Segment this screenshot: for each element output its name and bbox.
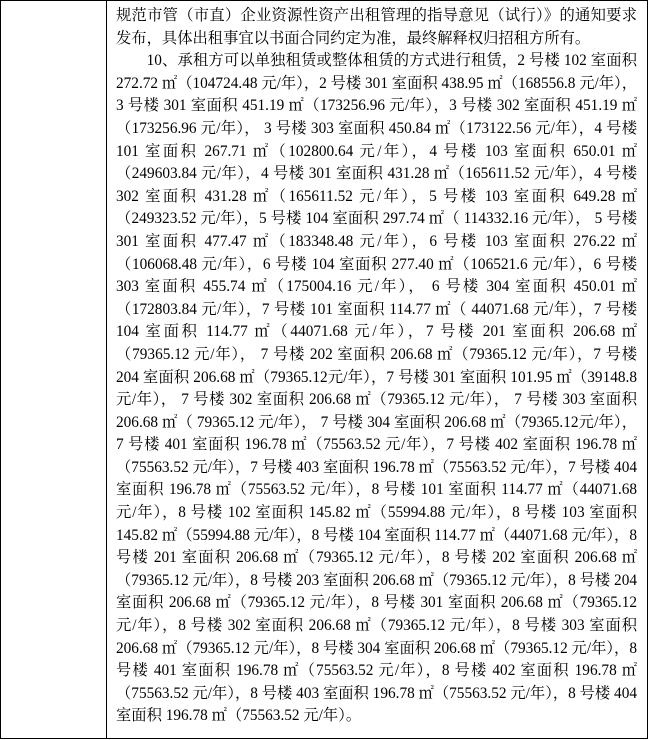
table-left-column	[1, 1, 107, 738]
table-content-column	[107, 1, 647, 738]
paragraph-continued: 规范市管（市直）企业资源性资产出租管理的指导意见（试行）》的通知要求发布，具体出租事宜以书面合同约定为准，最终解释权归招租方所有。	[116, 7, 637, 47]
paragraph-item-10: 10、承租方可以单独租赁或整体租赁的方式进行租赁，2 号楼 102 室面积 272.72 ㎡（104724.48 元/年），2 号楼 301 室面积 438.95 ㎡（168556.8 元/年），3 号楼 301 室面积 451.19 ㎡（173256.96 元/年），3 号楼 302 室面积 451.19 ㎡（173256.96 元/年）， 3 号楼 303 室面积 450.84 ㎡（173122.56 元/年），4 号楼 101 室面积 267.71 ㎡（102800.64 元/年），4 号楼 103 室面积 650.01 ㎡（249603.84 元/年），4 号楼 301 室面积 431.28 ㎡（165611.52 元/年），4 号楼 302 室面积 431.28 ㎡（165611.52 元/年），5 号楼 103 室面积 649.28 ㎡（249323.52 元/年），5 号楼 104 室面积 297.74 ㎡（ 114332.16 元/年）， 5 号楼 301 室面积 477.47 ㎡（183348.48 元/年），6 号楼 103 室面积 276.22 ㎡（106068.48 元/年），6 号楼 104 室面积 277.40 ㎡（106521.6 元/年），6 号楼 303 室面积 455.74 ㎡（175004.16 元/年）， 6 号楼 304 室面积 450.01 ㎡（172803.84 元/年），7 号楼 101 室面积 114.77 ㎡（ 44071.68 元/年），7 号楼 104 室面积 114.77 ㎡（44071.68 元/年），7 号楼 201 室面积 206.68 ㎡（79365.12 元/年）， 7 号楼 202 室面积 206.68 ㎡（79365.12 元/年），7 号楼 204 室面积 206.68 ㎡（79365.12元/年），7 号楼 301 室面积 101.95 ㎡（39148.8 元/年）， 7 号楼 302 室面积 206.68 ㎡（79365.12 元/年）， 7 号楼 303 室面积 206.68 ㎡（ 79365.12 元/年）， 7 号楼 304 室面积 206.68 ㎡（79365.12元/年）， 7 号楼 401 室面积 196.78 ㎡（75563.52 元/年），7 号楼 402 室面积 196.78 ㎡（75563.52 元/年），7 号楼 403 室面积 196.78 ㎡（75563.52 元/年），7 号楼 404 室面积 196.78 ㎡（75563.52 元/年），8 号楼 101 室面积 114.77 ㎡（44071.68 元/年），8 号楼 102 室面积 145.82 ㎡（55994.88 元/年），8 号楼 103 室面积 145.82 ㎡（55994.88 元/年），8 号楼 104 室面积 114.77 ㎡（44071.68 元/年），8 号楼 201 室面积 206.68 ㎡（79365.12 元/年），8 号楼 202 室面积 206.68 ㎡（79365.12 元/年），8 号楼 203 室面积 206.68 ㎡（79365.12 元/年），8 号楼 204 室面积 206.68 ㎡（79365.12 元/年），8 号楼 301 室面积 206.68 ㎡（79365.12 元/年），8 号楼 302 室面积 206.68 ㎡（79365.12 元/年），8 号楼 303 室面积 206.68 ㎡（79365.12 元/年），8 号楼 304 室面积 206.68 ㎡（79365.12 元/年），8 号楼 401 室面积 196.78 ㎡（75563.52 元/年），8 号楼 402 室面积 196.78 ㎡（75563.52 元/年），8 号楼 403 室面积 196.78 ㎡（75563.52 元/年），8 号楼 404 室面积 196.78 ㎡（75563.52 元/年）。	[116, 52, 637, 725]
